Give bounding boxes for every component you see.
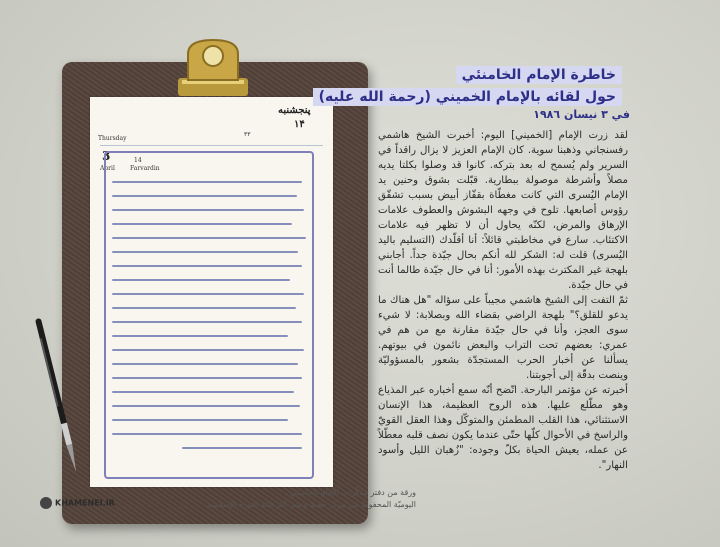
- paper-rule: [100, 145, 323, 146]
- handwriting-line: [112, 209, 304, 211]
- handwriting-line: [182, 447, 302, 449]
- notebook-weekday-en: Thursday: [98, 135, 127, 142]
- handwriting-line: [112, 279, 290, 281]
- handwriting-line: [112, 405, 300, 407]
- handwriting-line: [112, 237, 306, 239]
- handwriting-line: [112, 377, 302, 379]
- handwriting-line: [112, 265, 302, 267]
- site-logo[interactable]: [40, 497, 115, 509]
- notebook-day-fa: ۱۴: [294, 119, 305, 130]
- handwriting-line: [112, 433, 302, 435]
- paragraph: ثمّ التفت إلى الشيخ هاشمي مجيباً على سؤاله "هل هناك ما يدعو للقلق؟" بلهجة الراضي بقضاء الله وبصلابة: لا شيء سوى العجز، وأنا في حال جيّدة مقارنة مع من هم في عمري: بعضهم تحت التراب والبعض نائمون في بيوتهم. يسألنا عن أخبار الحرب المستجدّة بشعور بالمسؤوليّة وينصت بدقّة إلى أجوبتنا.: [378, 295, 628, 381]
- handwriting-line: [112, 321, 302, 323]
- paragraph: أخبرته عن مؤتمر البارحة. اتّضح أنّه سمع أخباره عبر المذياع وهو مطّلع عليها. هذه الروح العظيمة، هذا الإنسان الاستثنائي، هذا القلب المطمئن والمتوكّل وهذا العقل القويّ والراسخ في الأحوال كلّها حتّى عندما يكون نصف قلبه معطّلاً عن عمله، يعيش الحياة بكلّ وجوده: "زُهبان الليل وأسود النهار".: [378, 385, 628, 471]
- handwriting-line: [112, 307, 296, 309]
- handwriting-line: [112, 251, 298, 253]
- title-line-1: خاطرة الإمام الخامنئي: [456, 66, 622, 84]
- logo-text: KHAMENEI.IR: [55, 498, 115, 508]
- clip-icon: [168, 34, 258, 100]
- handwriting-line: [112, 195, 297, 197]
- notebook-day-en: 3: [102, 149, 111, 163]
- handwriting-line: [112, 223, 292, 225]
- notebook-day-farv: 14: [134, 157, 142, 164]
- handwriting-line: [112, 293, 304, 295]
- handwriting-line: [112, 181, 302, 183]
- handwriting-line: [112, 391, 294, 393]
- notebook-page: [90, 97, 333, 487]
- caption-line-2: اليوميّة المحفوظ في مركز حفظ ونشر آثار قائد الثورة الإسلامية: [207, 500, 416, 509]
- emblem-icon: [40, 497, 52, 509]
- handwriting-line: [112, 419, 288, 421]
- notebook-month-num: ۳۳: [244, 131, 251, 138]
- paragraph: لقد زرت الإمام [الخميني] اليوم: أخبرت الشيخ هاشمي رفسنجاني وذهبنا سوية. كان الإمام العزيز لا يزال راقداً في السرير ولم يُسمح له بعد بتركه. كانوا قد وصلوا بكلتا يديه مصلاً وأشرطة موصولة ببطارية. قبّلت بشوق وحنين يد الإمام اليُسرى التي كانت مغطّاة بقفّاز أبيض بسبب تشقّق رؤوس أصابعها. تلوح في وجهه البشوش والعطوف علامات الإرهاق والمرض، لكنّه يحاول أن لا تظهر فيه علامات الاكتئاب. سارع في مخاطبتي قائلاً: أنا أقلّدك (التسليم باليد اليُسرى) قلت له: الشكر لله أنكم بحال جيّدة جداً. أجابني بلهجة غير المكترث بهذه الأمور: أنا في حال جيّدة طالما أنت في حال جيّدة.: [378, 130, 628, 291]
- handwriting-line: [112, 349, 304, 351]
- notebook-month-en: April: [100, 165, 115, 172]
- title-line-2: حول لقائه بالإمام الخميني (رحمة الله عليه): [313, 88, 622, 106]
- image-caption: [206, 487, 416, 511]
- page-border: [104, 151, 314, 479]
- memoir-text: [378, 128, 628, 473]
- handwriting-line: [112, 363, 298, 365]
- date-label: في ٣ نيسان ١٩٨٦: [533, 108, 630, 121]
- handwriting-line: [112, 335, 288, 337]
- notebook-weekday-fa: پنجشنبه: [278, 105, 311, 116]
- notebook-month-farv: Farvardin: [130, 165, 160, 172]
- caption-line-1: ورقة من دفتر مذكّرات الإمام الخامنئي: [289, 488, 416, 497]
